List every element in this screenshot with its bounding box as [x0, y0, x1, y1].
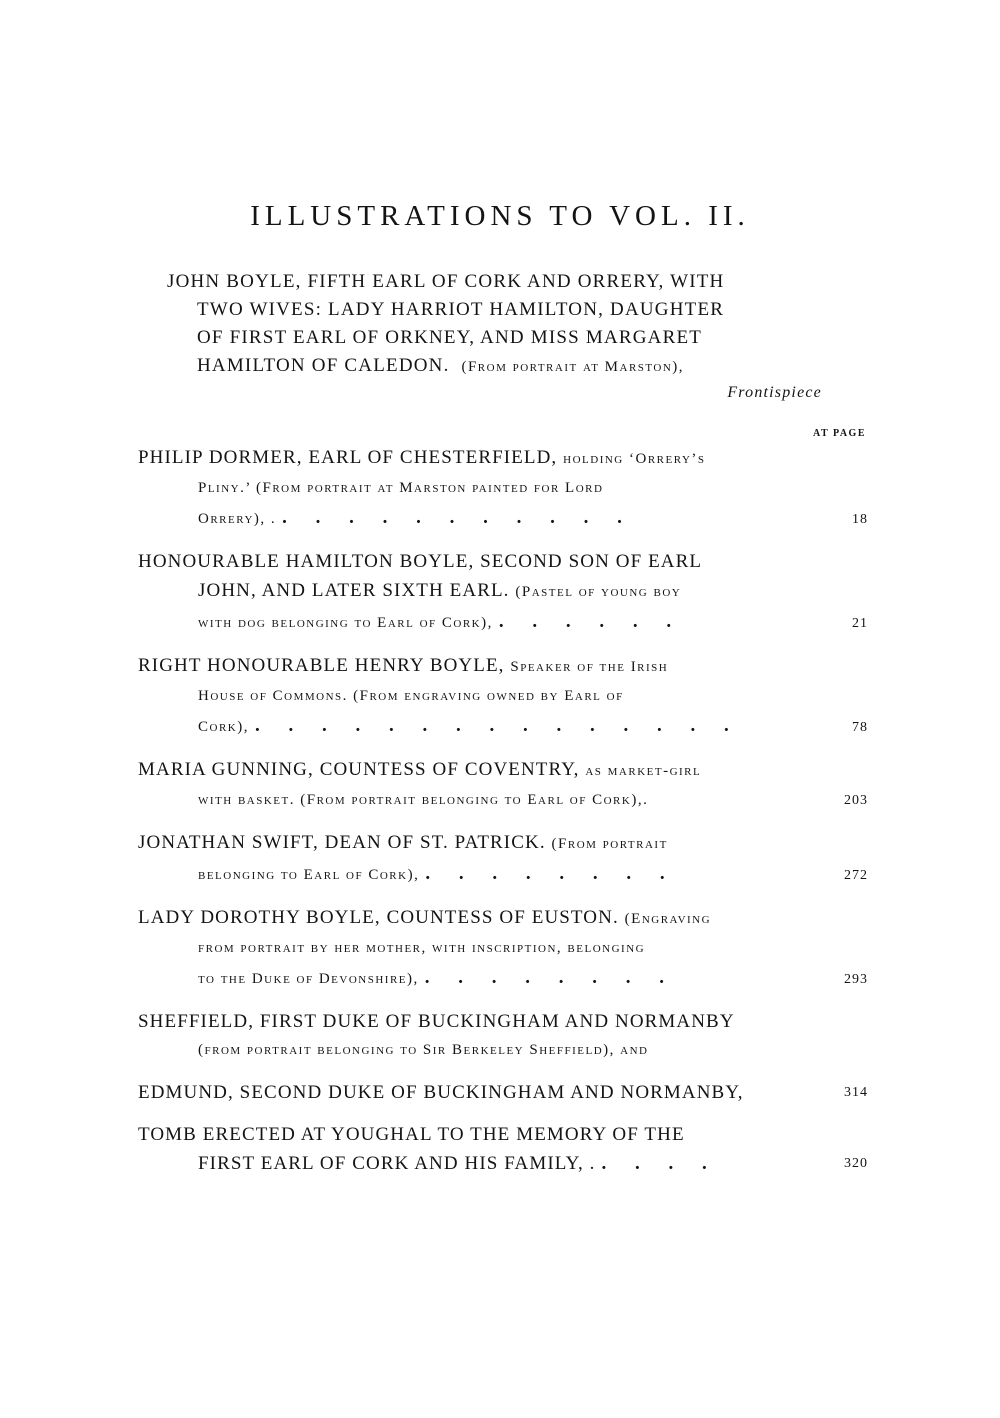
entry-text: with dog belonging to Earl of Cork), [198, 615, 493, 631]
frontispiece-line-4-main: HAMILTON OF CALEDON. [197, 355, 450, 376]
entry-line-3 [138, 503, 868, 534]
at-page-label: AT PAGE [812, 428, 866, 439]
entry-line-1 [138, 828, 868, 859]
entry-heading: LADY DOROTHY BOYLE, COUNTESS OF EUSTON. [138, 907, 619, 928]
entry-line-2: with basket. (From portrait belonging to Earl of Cork),. [198, 792, 649, 808]
entry-line-1: TOMB ERECTED AT YOUGHAL TO THE MEMORY OF THE [138, 1124, 685, 1145]
entry-text: to the Duke of Devonshire), [198, 971, 419, 987]
entry-note: holding ‘Orrery’s [563, 451, 706, 467]
frontispiece-line-2: TWO WIVES: LADY HARRIOT HAMILTON, DAUGHTER [197, 299, 725, 320]
leader-dots: . . . . . . . . [424, 967, 677, 988]
frontispiece-line-3: OF FIRST EARL OF ORKNEY, AND MISS MARGARET [197, 327, 703, 348]
frontispiece-line-1: JOHN BOYLE, FIFTH EARL OF CORK AND ORRERY, WITH [167, 271, 725, 292]
entry-heading-cont: JOHN, AND LATER SIXTH EARL. [198, 580, 510, 601]
entry-note: Speaker of the Irish [510, 659, 669, 675]
entry-text: Orrery), . [198, 511, 277, 527]
list-item [138, 755, 868, 815]
page-title: ILLUSTRATIONS TO VOL. II. [250, 200, 750, 232]
entry-line-2: (from portrait belonging to Sir Berkeley Sheffield), and [198, 1042, 649, 1058]
list-item [138, 547, 868, 638]
leader-dots: . . . . . . . . . . . . . . . [254, 715, 741, 736]
leader-dots: . . . . [601, 1153, 719, 1174]
entry-line-3 [138, 607, 868, 638]
page-number: 320 [844, 1156, 868, 1171]
entry-line-2: from portrait by her mother, with inscription, belonging [198, 940, 646, 956]
page-number: 18 [852, 512, 868, 527]
frontispiece-position: Frontispiece [727, 384, 822, 401]
entry-note: (Engraving [624, 911, 712, 927]
list-item [138, 443, 868, 534]
entry-heading: JONATHAN SWIFT, DEAN OF ST. PATRICK. [138, 832, 546, 853]
page-number: 272 [844, 868, 868, 883]
leader-dots: . . . . . . [498, 611, 684, 632]
entry-line-3 [138, 711, 868, 742]
list-item [138, 828, 868, 890]
entry-line-2 [138, 859, 868, 890]
frontispiece-line-4 [167, 352, 847, 381]
entry-heading: PHILIP DORMER, EARL OF CHESTERFIELD, [138, 447, 558, 468]
entry-line-1: EDMUND, SECOND DUKE OF BUCKINGHAM AND NORMANBY, [138, 1082, 744, 1103]
list-item [138, 651, 868, 742]
frontispiece-entry [167, 268, 847, 405]
illustrations-list [138, 443, 868, 1191]
frontispiece-note: (From portrait at Marston), [461, 359, 685, 375]
entry-line-2: Pliny.’ (From portrait at Marston painted for Lord [198, 480, 604, 496]
entry-text: Cork), [198, 719, 249, 735]
list-item [138, 903, 868, 994]
entry-line-3 [138, 963, 868, 994]
list-item [138, 1078, 868, 1107]
entry-line-1 [138, 903, 868, 934]
entry-heading-cont: FIRST EARL OF CORK AND HIS FAMILY, . [198, 1153, 596, 1174]
entry-note: (From portrait [551, 836, 668, 852]
page-number: 203 [844, 793, 868, 808]
page-number: 78 [852, 720, 868, 735]
page-number: 293 [844, 972, 868, 987]
list-item [138, 1120, 868, 1178]
entry-heading: MARIA GUNNING, COUNTESS OF COVENTRY, [138, 759, 580, 780]
entry-note: as market-girl [585, 763, 702, 779]
leader-dots: . . . . . . . . [425, 863, 677, 884]
page-number: 314 [844, 1085, 868, 1100]
page-number: 21 [852, 616, 868, 631]
entry-line-1: SHEFFIELD, FIRST DUKE OF BUCKINGHAM AND NORMANBY [138, 1011, 735, 1032]
leader-dots: . . . . . . . . . . . [282, 507, 634, 528]
entry-text: belonging to Earl of Cork), [198, 867, 420, 883]
entry-line-2: House of Commons. (From engraving owned by Earl of [198, 688, 624, 704]
entry-note: (Pastel of young boy [515, 584, 682, 600]
entry-line-1 [138, 651, 868, 682]
entry-line-1 [138, 755, 868, 786]
entry-line-2 [138, 576, 868, 607]
entry-line-2 [138, 1149, 868, 1178]
entry-line-1 [138, 443, 868, 474]
list-item [138, 1007, 868, 1065]
entry-line-1: HONOURABLE HAMILTON BOYLE, SECOND SON OF EARL [138, 551, 703, 572]
entry-heading: RIGHT HONOURABLE HENRY BOYLE, [138, 655, 505, 676]
